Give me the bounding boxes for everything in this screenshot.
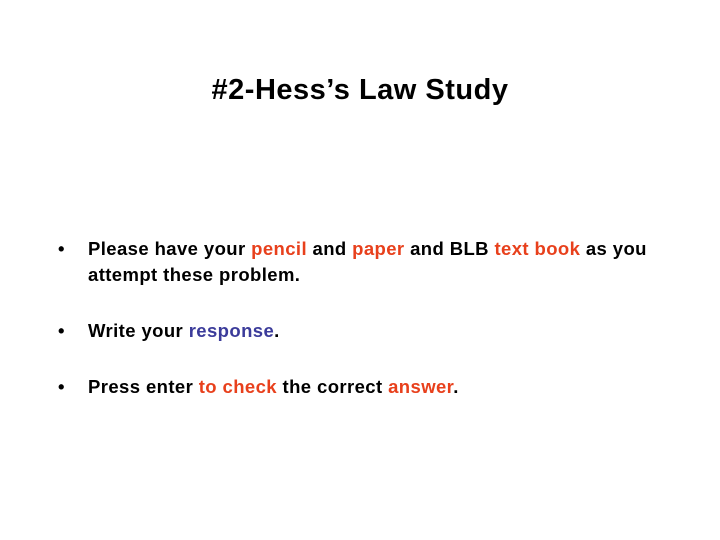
bullet-text [88,320,280,341]
text-segment: Please have your [88,238,252,259]
highlight-pencil: pencil [251,238,307,259]
text-segment: Press enter [88,376,199,397]
bullet-item [58,236,658,288]
highlight-paper: paper [352,238,405,259]
bullet-dot-icon: • [58,238,65,259]
text-segment: Write your [88,320,189,341]
bullet-text [88,376,459,397]
bullet-item [58,318,658,344]
bullet-text [88,238,647,285]
text-segment: . [274,320,280,341]
bullet-item [58,374,658,400]
highlight-response: response [188,320,275,341]
highlight-text-book: text book [494,238,581,259]
text-segment: as you attempt these problem. [88,238,647,285]
bullet-list [58,236,658,400]
text-segment: the correct [277,376,389,397]
slide-title: #2-Hess’s Law Study [211,74,509,106]
bullet-dot-icon: • [58,320,65,341]
text-segment: and BLB [404,238,495,259]
text-segment: and [306,238,353,259]
bullet-dot-icon: • [58,376,65,397]
highlight-answer: answer [388,376,454,397]
highlight-to-check: to check [198,376,277,397]
text-segment: . [453,376,459,397]
